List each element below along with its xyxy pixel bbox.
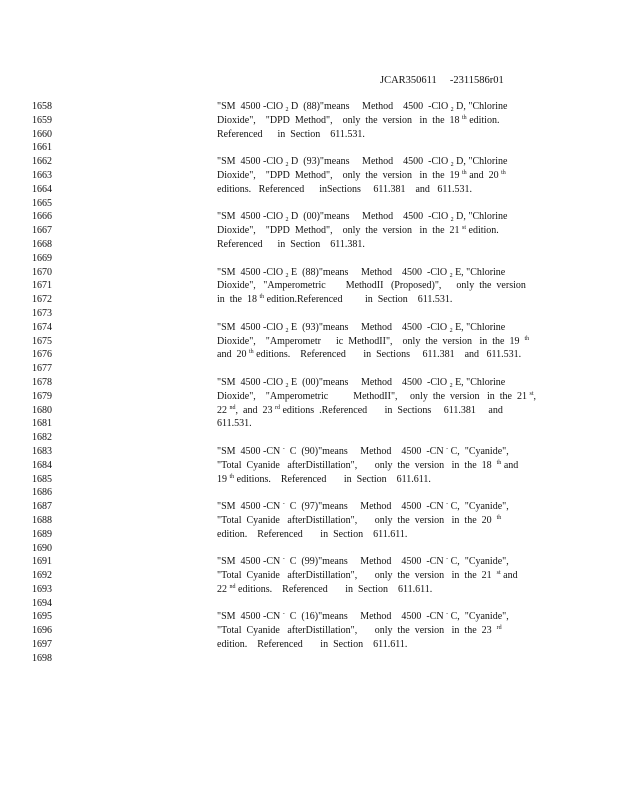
line-number: 1673 bbox=[32, 307, 52, 319]
line-number: 1688 bbox=[32, 514, 52, 526]
definition-line: Dioxide", "DPD Method", only the version in the 18 $^{th}$ edition. bbox=[217, 114, 500, 126]
line-number: 1661 bbox=[32, 142, 52, 154]
definition-entry bbox=[217, 555, 537, 596]
definition-line: "SM 4500 -ClO $_2$ E (93)"means Method 4500 -ClO $_2$ E, "Chlorine bbox=[217, 321, 506, 334]
definition-line: "SM 4500 -CN - C (99)"means Method 4500 -CN - C, "Cyanide", bbox=[217, 556, 509, 568]
definition-line: "SM 4500 -ClO $_2$ E (88)"means Method 4500 -ClO $_2$ E, "Chlorine bbox=[217, 266, 506, 279]
definition-entry bbox=[217, 376, 537, 431]
definition-line: "SM 4500 -ClO $_2$ D (00)"means Method 4500 -ClO $_2$ D, "Chlorine bbox=[217, 211, 508, 224]
definition-line: Dioxide", "DPD Method", only the version in the 21 $^{st}$ edition. bbox=[217, 225, 499, 237]
line-number: 1680 bbox=[32, 404, 52, 416]
line-number: 1689 bbox=[32, 528, 52, 540]
line-number: 1677 bbox=[32, 363, 52, 375]
line-number: 1695 bbox=[32, 611, 52, 623]
definition-line: 611.531. bbox=[217, 418, 252, 430]
line-number: 1696 bbox=[32, 625, 52, 637]
line-number: 1697 bbox=[32, 639, 52, 651]
definition-line: in the 18 $^{th}$ edition.Referenced in Section 611.531. bbox=[217, 294, 453, 306]
line-number-column bbox=[32, 100, 52, 666]
line-number: 1683 bbox=[32, 445, 52, 457]
definition-entry bbox=[217, 266, 537, 307]
line-number: 1669 bbox=[32, 252, 52, 264]
line-number: 1660 bbox=[32, 128, 52, 140]
definition-entry bbox=[217, 155, 537, 196]
line-number: 1682 bbox=[32, 432, 52, 444]
definition-line: "Total Cyanide afterDistillation", only the version in the 21 $^{st}$ and bbox=[217, 570, 518, 582]
line-number: 1676 bbox=[32, 349, 52, 361]
line-number: 1698 bbox=[32, 652, 52, 664]
line-number: 1665 bbox=[32, 197, 52, 209]
line-number: 1671 bbox=[32, 280, 52, 292]
definition-line: Dioxide", "DPD Method", only the version in the 19 $^{th}$ and 20 $^{th}$ bbox=[217, 169, 506, 181]
line-number: 1667 bbox=[32, 225, 52, 237]
definition-entry bbox=[217, 445, 537, 486]
definition-entry bbox=[217, 321, 537, 362]
definition-line: Referenced in Section 611.531. bbox=[217, 128, 365, 140]
definition-line: "Total Cyanide afterDistillation", only the version in the 23 $^{rd}$ bbox=[217, 625, 502, 637]
line-number: 1694 bbox=[32, 597, 52, 609]
definition-line: "SM 4500 -CN - C (97)"means Method 4500 -CN - C, "Cyanide", bbox=[217, 501, 509, 513]
line-number: 1674 bbox=[32, 321, 52, 333]
definition-line: "Total Cyanide afterDistillation", only the version in the 18 $^{th}$ and bbox=[217, 459, 519, 471]
definition-line: "SM 4500 -ClO $_2$ D (88)"means Method 4500 -ClO $_2$ D, "Chlorine bbox=[217, 101, 508, 113]
line-number: 1675 bbox=[32, 335, 52, 347]
definition-line: editions. Referenced inSections 611.381 and 611.531. bbox=[217, 183, 473, 195]
definition-line: "SM 4500 -CN - C (16)"means Method 4500 -CN - C, "Cyanide", bbox=[217, 611, 509, 623]
definition-line: Dioxide", "Amperometric MethodII", only the version in the 21 $^{st}$, bbox=[217, 390, 536, 402]
definition-line: edition. Referenced in Section 611.611. bbox=[217, 639, 408, 651]
definitions-list bbox=[217, 100, 537, 666]
line-number: 1681 bbox=[32, 418, 52, 430]
line-number: 1693 bbox=[32, 583, 52, 595]
line-number: 1662 bbox=[32, 156, 52, 168]
definition-line: Dioxide", "Amperometr ic MethodII", only the version in the 19 $^{th}$ bbox=[217, 335, 530, 347]
definition-line: edition. Referenced in Section 611.611. bbox=[217, 528, 408, 540]
definition-entry bbox=[217, 500, 537, 541]
line-number: 1691 bbox=[32, 556, 52, 568]
definition-line: Referenced in Section 611.381. bbox=[217, 238, 365, 250]
line-number: 1684 bbox=[32, 459, 52, 471]
definition-line: "Total Cyanide afterDistillation", only the version in the 20 $^{th}$ bbox=[217, 514, 502, 526]
definition-line: 19 $^{th}$ editions. Referenced in Section 611.611. bbox=[217, 473, 431, 485]
line-number: 1659 bbox=[32, 114, 52, 126]
definition-line: Dioxide", "Amperometric MethodII (Proposed)", only the version bbox=[217, 280, 526, 292]
definition-line: 22 $^{nd}$ editions. Referenced in Section 611.611. bbox=[217, 583, 433, 595]
definition-entry bbox=[217, 610, 537, 651]
line-number: 1685 bbox=[32, 473, 52, 485]
line-number: 1664 bbox=[32, 183, 52, 195]
document-header: JCAR350611 -2311586r01 bbox=[380, 75, 504, 86]
line-number: 1678 bbox=[32, 376, 52, 388]
line-number: 1670 bbox=[32, 266, 52, 278]
definition-line: "SM 4500 -ClO $_2$ E (00)"means Method 4500 -ClO $_2$ E, "Chlorine bbox=[217, 376, 506, 389]
line-number: 1679 bbox=[32, 390, 52, 402]
line-number: 1672 bbox=[32, 294, 52, 306]
line-number: 1666 bbox=[32, 211, 52, 223]
definition-line: "SM 4500 -ClO $_2$ D (93)"means Method 4500 -ClO $_2$ D, "Chlorine bbox=[217, 156, 508, 169]
line-number: 1663 bbox=[32, 169, 52, 181]
line-number: 1668 bbox=[32, 238, 52, 250]
line-number: 1686 bbox=[32, 487, 52, 499]
line-number: 1687 bbox=[32, 501, 52, 513]
definition-entry bbox=[217, 100, 537, 141]
line-number: 1692 bbox=[32, 570, 52, 582]
definition-line: "SM 4500 -CN - C (90)"means Method 4500 -CN - C, "Cyanide", bbox=[217, 445, 509, 457]
definition-entry bbox=[217, 210, 537, 251]
line-number: 1658 bbox=[32, 101, 52, 112]
definition-line: 22 $^{nd}$, and 23 $^{rd}$ editions .Referenced in Sections 611.381 and bbox=[217, 404, 503, 416]
definition-line: and 20 $^{th}$ editions. Referenced in Sections 611.381 and 611.531. bbox=[217, 349, 522, 361]
line-number: 1690 bbox=[32, 542, 52, 554]
